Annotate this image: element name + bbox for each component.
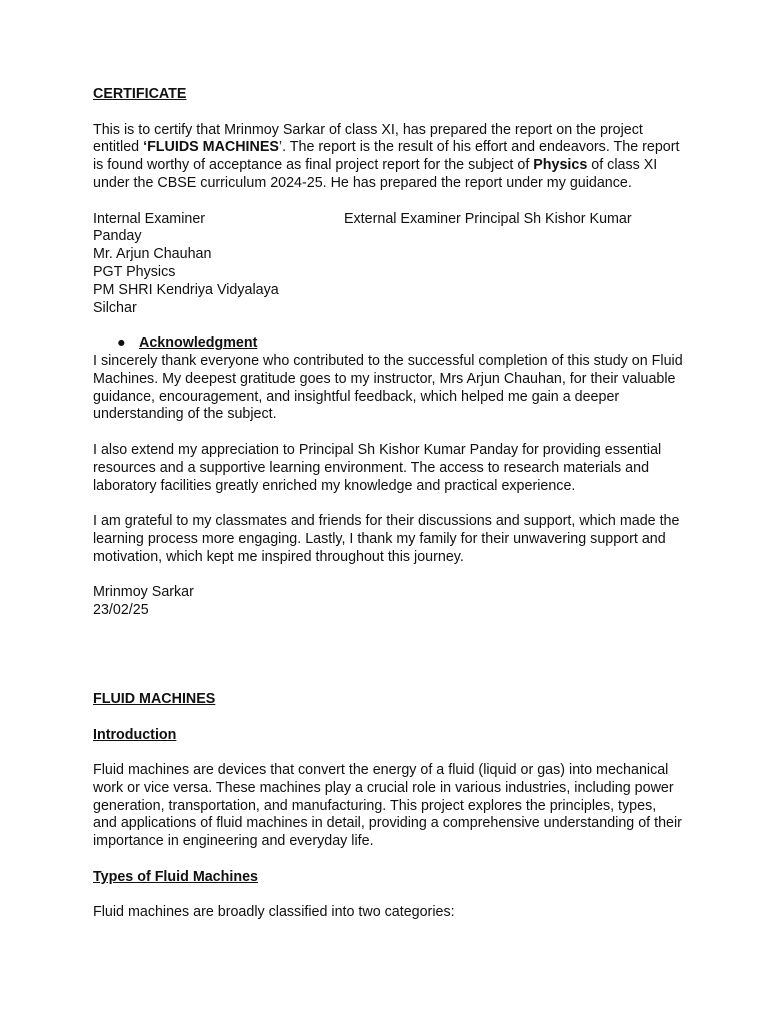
certificate-text-2: . The report is the result of his effort and endeavors. The report is found worthy of acceptance as final project report for the subject of	[93, 139, 680, 174]
certificate-title: CERTIFICATE	[93, 86, 187, 102]
acknowledgment-paragraph: I am grateful to my classmates and friends for their discussions and support, which made the learning process more engaging. Lastly, I thank my family for their unwavering support and motivation, which kept me inspired throughout this journey.	[93, 513, 680, 565]
acknowledgment-paragraph: I also extend my appreciation to Principal Sh Kishor Kumar Panday for providing essential resources and a supportive learning environment. The access to research materials and laboratory facilities greatly enriched my knowledge and practical experience.	[93, 441, 662, 494]
certificate-body	[93, 122, 683, 193]
project-name: FLUIDS MACHINES	[147, 139, 279, 156]
signature-date: 23/02/25	[93, 602, 149, 619]
bullet-icon: ●	[117, 335, 126, 352]
project-name-quote-close: ’	[278, 139, 283, 156]
author-name: Mrinmoy Sarkar	[93, 584, 194, 601]
certificate-text-1: This is to certify that Mrinmoy Sarkar of class XI, has prepared the report on the project entitled	[93, 121, 643, 156]
external-examiner-line: External Examiner Principal Sh Kishor Kumar	[344, 210, 632, 227]
acknowledgment-heading	[93, 335, 683, 353]
certificate-text-3: of class XI under the CBSE curriculum 2024-25. He has prepared the report under my guidance.	[93, 157, 658, 191]
examiner-row	[93, 211, 683, 229]
intro-heading: Introduction	[93, 726, 177, 743]
signature-line: PM SHRI Kendriya Vidyalaya	[93, 281, 279, 298]
types-paragraph: Fluid machines are broadly classified into two categories:	[93, 904, 455, 921]
signature-line: Silchar	[93, 299, 137, 316]
subject-name: Physics	[533, 157, 588, 174]
signature-line: Mr. Arjun Chauhan	[93, 246, 212, 263]
types-heading: Types of Fluid Machines	[93, 868, 258, 885]
document-page	[93, 86, 683, 922]
project-name-quote-open: ‘	[143, 139, 148, 156]
acknowledgment-title: Acknowledgment	[139, 335, 258, 352]
internal-examiner-label: Internal Examiner	[93, 210, 206, 227]
main-title: FLUID MACHINES	[93, 690, 216, 707]
signature-line: Panday	[93, 228, 142, 245]
acknowledgment-paragraph: I sincerely thank everyone who contributed to the successful completion of this study on Fluid Machines. My deepest gratitude goes to my instructor, Mrs Arjun Chauhan, for their valuable guidance, encouragement, and insightful feedback, which helped me gain a deeper understanding of the subject.	[93, 352, 683, 423]
intro-paragraph: Fluid machines are devices that convert the energy of a fluid (liquid or gas) into mechanical work or vice versa. These machines play a crucial role in various industries, including power generation, transportation, and manufacturing. This project explores the principles, types, and applications of fluid machines in detail, providing a comprehensive understanding of their importance in engineering and everyday life.	[93, 762, 682, 850]
signature-line: PGT Physics	[93, 263, 176, 280]
